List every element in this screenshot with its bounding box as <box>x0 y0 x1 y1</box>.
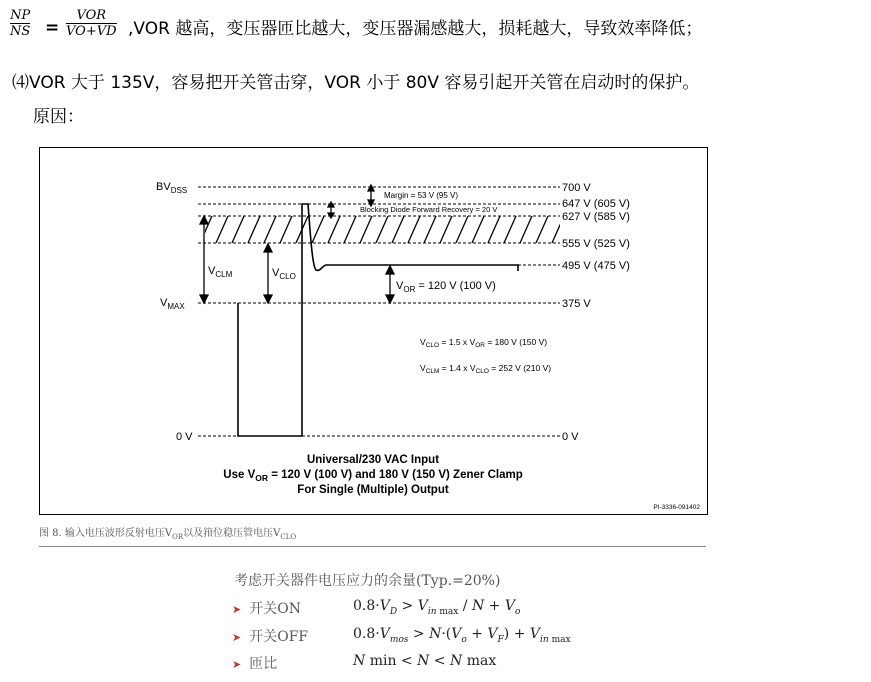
label-zero-right: 0 V <box>562 431 579 443</box>
notes-item-on: ➤ 开关ON <box>232 601 301 617</box>
label-555: 555 V (525 V) <box>562 238 630 250</box>
blocking-label: Blocking Diode Forward Recovery = 20 V <box>360 205 498 214</box>
bullet-icon: ➤ <box>232 658 242 671</box>
fig-caption-line3: For Single (Multiple) Output <box>297 484 449 496</box>
formula-vor-fraction <box>66 8 117 39</box>
label-vmax: $V_{MAX}$ <box>160 297 185 311</box>
bullet-icon: ➤ <box>232 631 242 644</box>
waveform-figure <box>39 147 708 515</box>
formula-ratio: N min < N < N max <box>353 653 497 669</box>
hatch-band <box>200 216 564 243</box>
formula-np: NP <box>10 8 31 23</box>
label-vclo: $V_{CLO}$ <box>272 267 296 281</box>
vor-label: $V_{OR} = 120$ V (100 V) <box>396 280 496 294</box>
fig-caption-line1: Universal/230 VAC Input <box>306 454 440 466</box>
formula-equals: = <box>45 18 60 38</box>
eq-vclm: $V_{CLM} = 1.4$ x $V_{CLO} = 252$ V (210 V) <box>420 363 552 375</box>
label-vclm: $V_{CLM}$ <box>208 265 233 279</box>
label-bvdss: $BV_{DSS}$ <box>156 181 188 195</box>
figure-code: PI-3336-091402 <box>653 504 700 511</box>
notes-heading: 考虑开关器件电压应力的余量(Typ.=20%) <box>234 573 501 589</box>
fig-caption-line2: Use $V_{OR} = 120$ V (100 V) and 180 V (150 V) Zener Clamp <box>223 469 523 483</box>
label-375: 375 V <box>562 298 591 310</box>
label-700: 700 V <box>562 182 591 194</box>
text-line-1: ,VOR 越高，变压器匝比越大，变压器漏感越大，损耗越大，导致效率降低； <box>128 19 703 39</box>
text-line-2: ⑷VOR 大于 135V，容易把开关管击穿，VOR 小于 80V 容易引起开关管在启动时的保护。 <box>12 73 700 93</box>
formula-on: $0.8\cdot V_D > V_{in max} / N + V_o$ <box>353 598 521 617</box>
eq-vclo: $V_{CLO} = 1.5$ x $V_{OR} = 180$ V (150 V) <box>420 337 548 349</box>
bullet-icon: ➤ <box>232 603 242 616</box>
notes-item-ratio: ➤ 匝比 <box>232 656 278 672</box>
formula-off: $0.8\cdot V_{mos} > N\cdot(V_o + V_F) + V_{in max}$ <box>353 626 571 645</box>
formula-np-ns <box>10 8 30 39</box>
text-line-3: 原因： <box>33 107 84 127</box>
label-495: 495 V (475 V) <box>562 260 630 272</box>
formula-vo-vd: VO+VD <box>66 24 117 39</box>
label-zero-left: 0 V <box>176 431 193 443</box>
divider-line <box>39 546 706 547</box>
label-627: 627 V (585 V) <box>562 211 630 223</box>
figure-caption: 图 8. 输入电压波形反射电压$V_{OR}$以及箝位稳压管电压$V_{CLO}$ <box>39 528 297 541</box>
label-647: 647 V (605 V) <box>562 198 630 210</box>
margin-label: Margin = 53 V (95 V) <box>384 191 459 200</box>
formula-ns: NS <box>10 24 31 39</box>
formula-vor: VOR <box>76 8 107 23</box>
waveform-svg <box>40 148 707 514</box>
notes-item-off: ➤ 开关OFF <box>232 629 309 645</box>
